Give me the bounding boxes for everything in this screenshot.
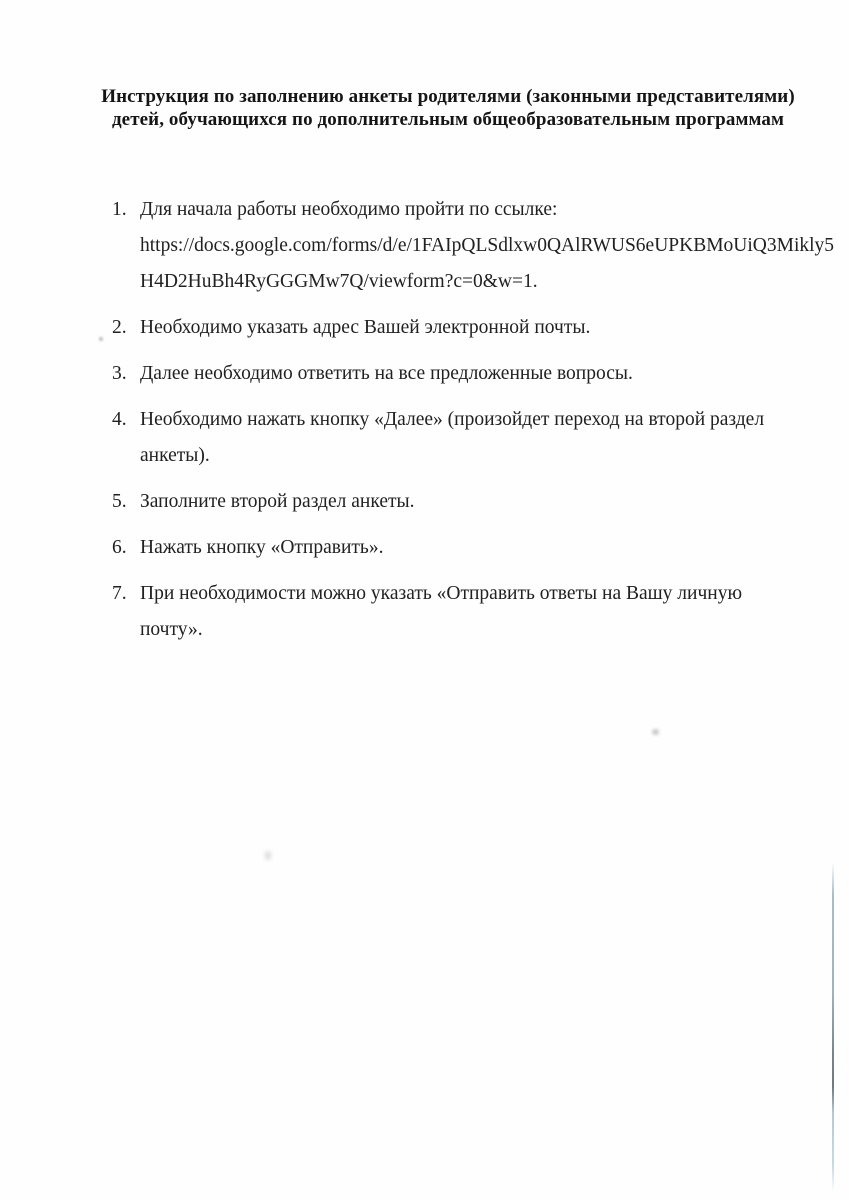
list-item-number: 7. — [112, 583, 127, 604]
text-line: Для начала работы необходимо пройти по ссылке: — [140, 199, 558, 220]
list-item-number: 3. — [112, 363, 127, 384]
text-line: анкеты). — [140, 445, 210, 466]
list-item — [108, 310, 808, 346]
scan-speck — [99, 337, 103, 341]
list-item-number: 1. — [112, 199, 127, 220]
list-item-text — [140, 576, 808, 648]
scan-speck — [265, 851, 271, 860]
list-item — [108, 484, 808, 520]
instruction-list — [108, 192, 835, 658]
title-line-1: Инструкция по заполнению анкеты родителями (законными представителями) — [101, 86, 795, 107]
list-item-number: 4. — [112, 409, 127, 430]
list-item — [108, 530, 808, 566]
list-item — [108, 192, 835, 300]
text-line: Необходимо нажать кнопку «Далее» (произойдет переход на второй раздел — [140, 409, 765, 430]
list-item — [108, 402, 808, 474]
list-item-number: 5. — [112, 491, 127, 512]
scan-speck — [652, 729, 659, 735]
list-item — [108, 576, 808, 648]
text-line: https://docs.google.com/forms/d/e/1FAIpQLSdlxw0QAlRWUS6eUPKBMoUiQ3Mikly5 — [140, 235, 835, 256]
text-line: Заполните второй раздел анкеты. — [140, 491, 415, 512]
text-line: Далее необходимо ответить на все предложенные вопросы. — [140, 363, 633, 384]
list-item-number: 6. — [112, 537, 127, 558]
scan-artifact-line — [832, 862, 834, 1192]
list-item-text — [140, 530, 808, 566]
list-item-text — [140, 484, 808, 520]
list-item-number: 2. — [112, 317, 127, 338]
text-line: Необходимо указать адрес Вашей электронной почты. — [140, 317, 591, 338]
list-item-text — [140, 310, 808, 346]
list-item — [108, 356, 808, 392]
list-item-text — [140, 192, 834, 300]
text-line: При необходимости можно указать «Отправить ответы на Вашу личную почту». — [140, 583, 743, 640]
text-line: H4D2HuBh4RyGGGMw7Q/viewform?c=0&w=1. — [140, 271, 538, 292]
list-item-text — [140, 402, 808, 474]
title-line-2: детей, обучающихся по дополнительным общеобразовательным программам — [111, 109, 785, 130]
list-item-text — [140, 356, 808, 392]
page-title — [95, 85, 801, 131]
text-line: Нажать кнопку «Отправить». — [140, 537, 384, 558]
